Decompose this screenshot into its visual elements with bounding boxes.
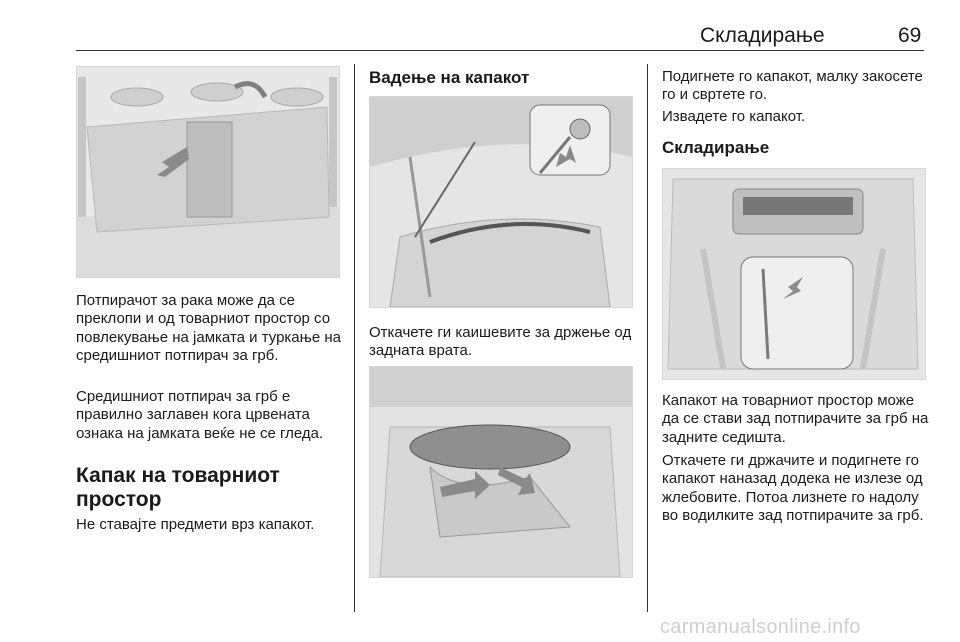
figure-cover-removal-drawing [370, 367, 632, 577]
paragraph-unhook-straps: Откачете ги каишевите за држење од задната врата. [369, 324, 632, 360]
paragraph-storage-behind-seats: Капакот на товарниот простор може да се стави зад потпирачите за грб на задните седишта. [662, 392, 929, 446]
figure-cover-storage [662, 168, 926, 380]
page-header-title: Складирање [700, 24, 825, 47]
figure-cover-storage-drawing [663, 169, 925, 379]
figure-cover-removal [369, 366, 633, 578]
paragraph-no-objects: Не ставајте предмети врз капакот. [76, 516, 315, 533]
paragraph-center-backrest: Средишниот потпирач за грб е правилно заглавен кога црвената ознака на јамката веќе не се гледа. [76, 388, 324, 442]
figure-tailgate-straps [369, 96, 633, 308]
paragraph-remove-cover: Извадете го капакот. [662, 108, 806, 125]
figure-tailgate-straps-drawing [370, 97, 632, 307]
paragraph-unhook-holders: Откачете ги држачите и подигнете го капакот наназад додека не излезе од жлебовите. Потоа лизнете го надолу во водилките зад потпирачите за грб. [662, 452, 924, 525]
section-title-removal: Вадење на капакот [369, 68, 530, 87]
watermark: carmanualsonline.info [660, 616, 861, 638]
figure-rear-seats [76, 66, 340, 278]
header-rule [76, 50, 924, 51]
section-title-load-cover: Капак на товарниот простор [76, 464, 280, 511]
paragraph-armrest: Потпирачот за рака може да се преклопи и од товарниот простор со повлекување на јамката и туркање на средишниот потпирач за грб. [76, 292, 341, 365]
column-divider-1 [354, 64, 355, 612]
page-number: 69 [898, 24, 922, 47]
figure-rear-seats-drawing [77, 67, 339, 277]
paragraph-lift-cover: Подигнете го капакот, малку закосете го и свртете го. [662, 68, 923, 104]
section-title-storage: Складирање [662, 138, 770, 157]
column-divider-2 [647, 64, 648, 612]
